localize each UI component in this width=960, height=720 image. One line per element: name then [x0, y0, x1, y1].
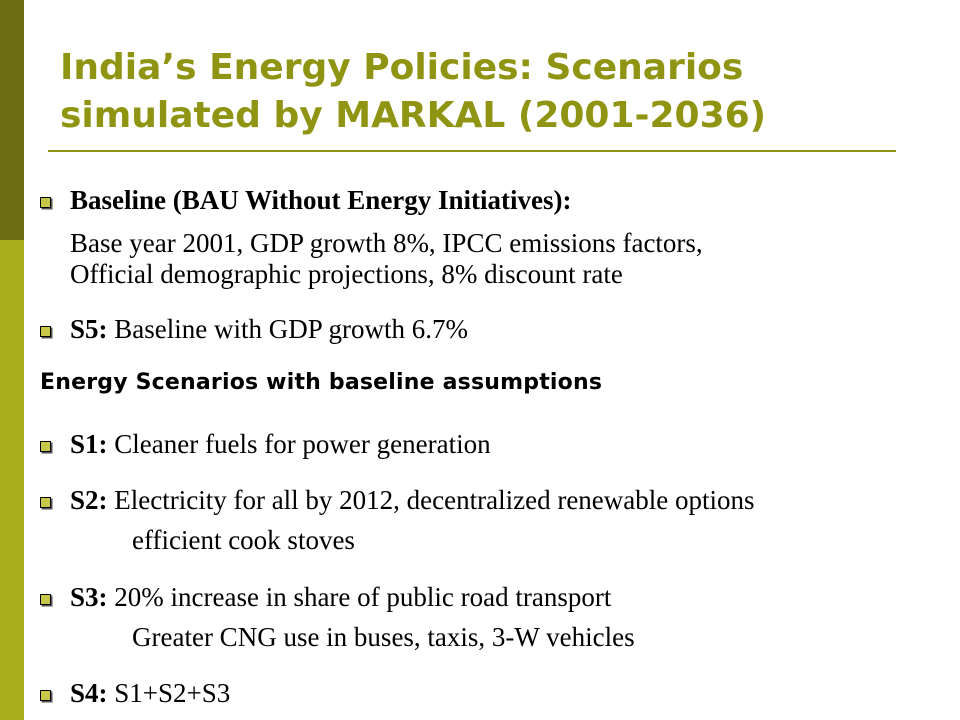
scenario-s2-label: S2: [70, 485, 108, 515]
scenario-s1-text: Cleaner fuels for power generation [107, 429, 491, 459]
baseline-detail-line-2: Official demographic projections, 8% discount rate [70, 259, 623, 289]
scenario-s3 [70, 581, 611, 613]
title-line-1: India’s Energy Policies: Scenarios [60, 47, 744, 88]
bullet-square-icon [40, 594, 51, 605]
scenario-s2-continuation: efficient cook stoves [132, 525, 355, 555]
scenario-s4-label: S4: [70, 678, 108, 708]
scenario-s3-text: 20% increase in share of public road transport [107, 582, 612, 612]
title-divider [48, 150, 896, 152]
page-title [60, 44, 940, 140]
scenario-s5-text: Baseline with GDP growth 6.7% [107, 314, 468, 344]
scenario-s1-label: S1: [70, 429, 108, 459]
scenario-s1 [70, 428, 491, 460]
title-line-2: simulated by MARKAL (2001-2036) [60, 95, 767, 136]
scenario-s4-text: S1+S2+S3 [107, 678, 231, 708]
baseline-heading: Baseline (BAU Without Energy Initiatives): [70, 185, 572, 215]
scenario-s5 [70, 313, 468, 345]
bullet-square-icon [40, 326, 51, 337]
bullet-square-icon [40, 690, 51, 701]
accent-bar-light [0, 240, 24, 720]
scenario-s2 [70, 484, 755, 516]
baseline-detail-line-1: Base year 2001, GDP growth 8%, IPCC emissions factors, [70, 228, 703, 258]
scenario-s3-label: S3: [70, 582, 108, 612]
bullet-square-icon [40, 197, 51, 208]
scenario-s4 [70, 677, 230, 709]
bullet-square-icon [40, 441, 51, 452]
scenario-s5-label: S5: [70, 314, 108, 344]
scenario-s2-text: Electricity for all by 2012, decentralized renewable options [107, 485, 755, 515]
accent-bar-dark [0, 0, 24, 240]
scenario-s3-continuation: Greater CNG use in buses, taxis, 3-W vehicles [132, 622, 635, 652]
bullet-square-icon [40, 497, 51, 508]
section-heading: Energy Scenarios with baseline assumptions [40, 370, 603, 395]
